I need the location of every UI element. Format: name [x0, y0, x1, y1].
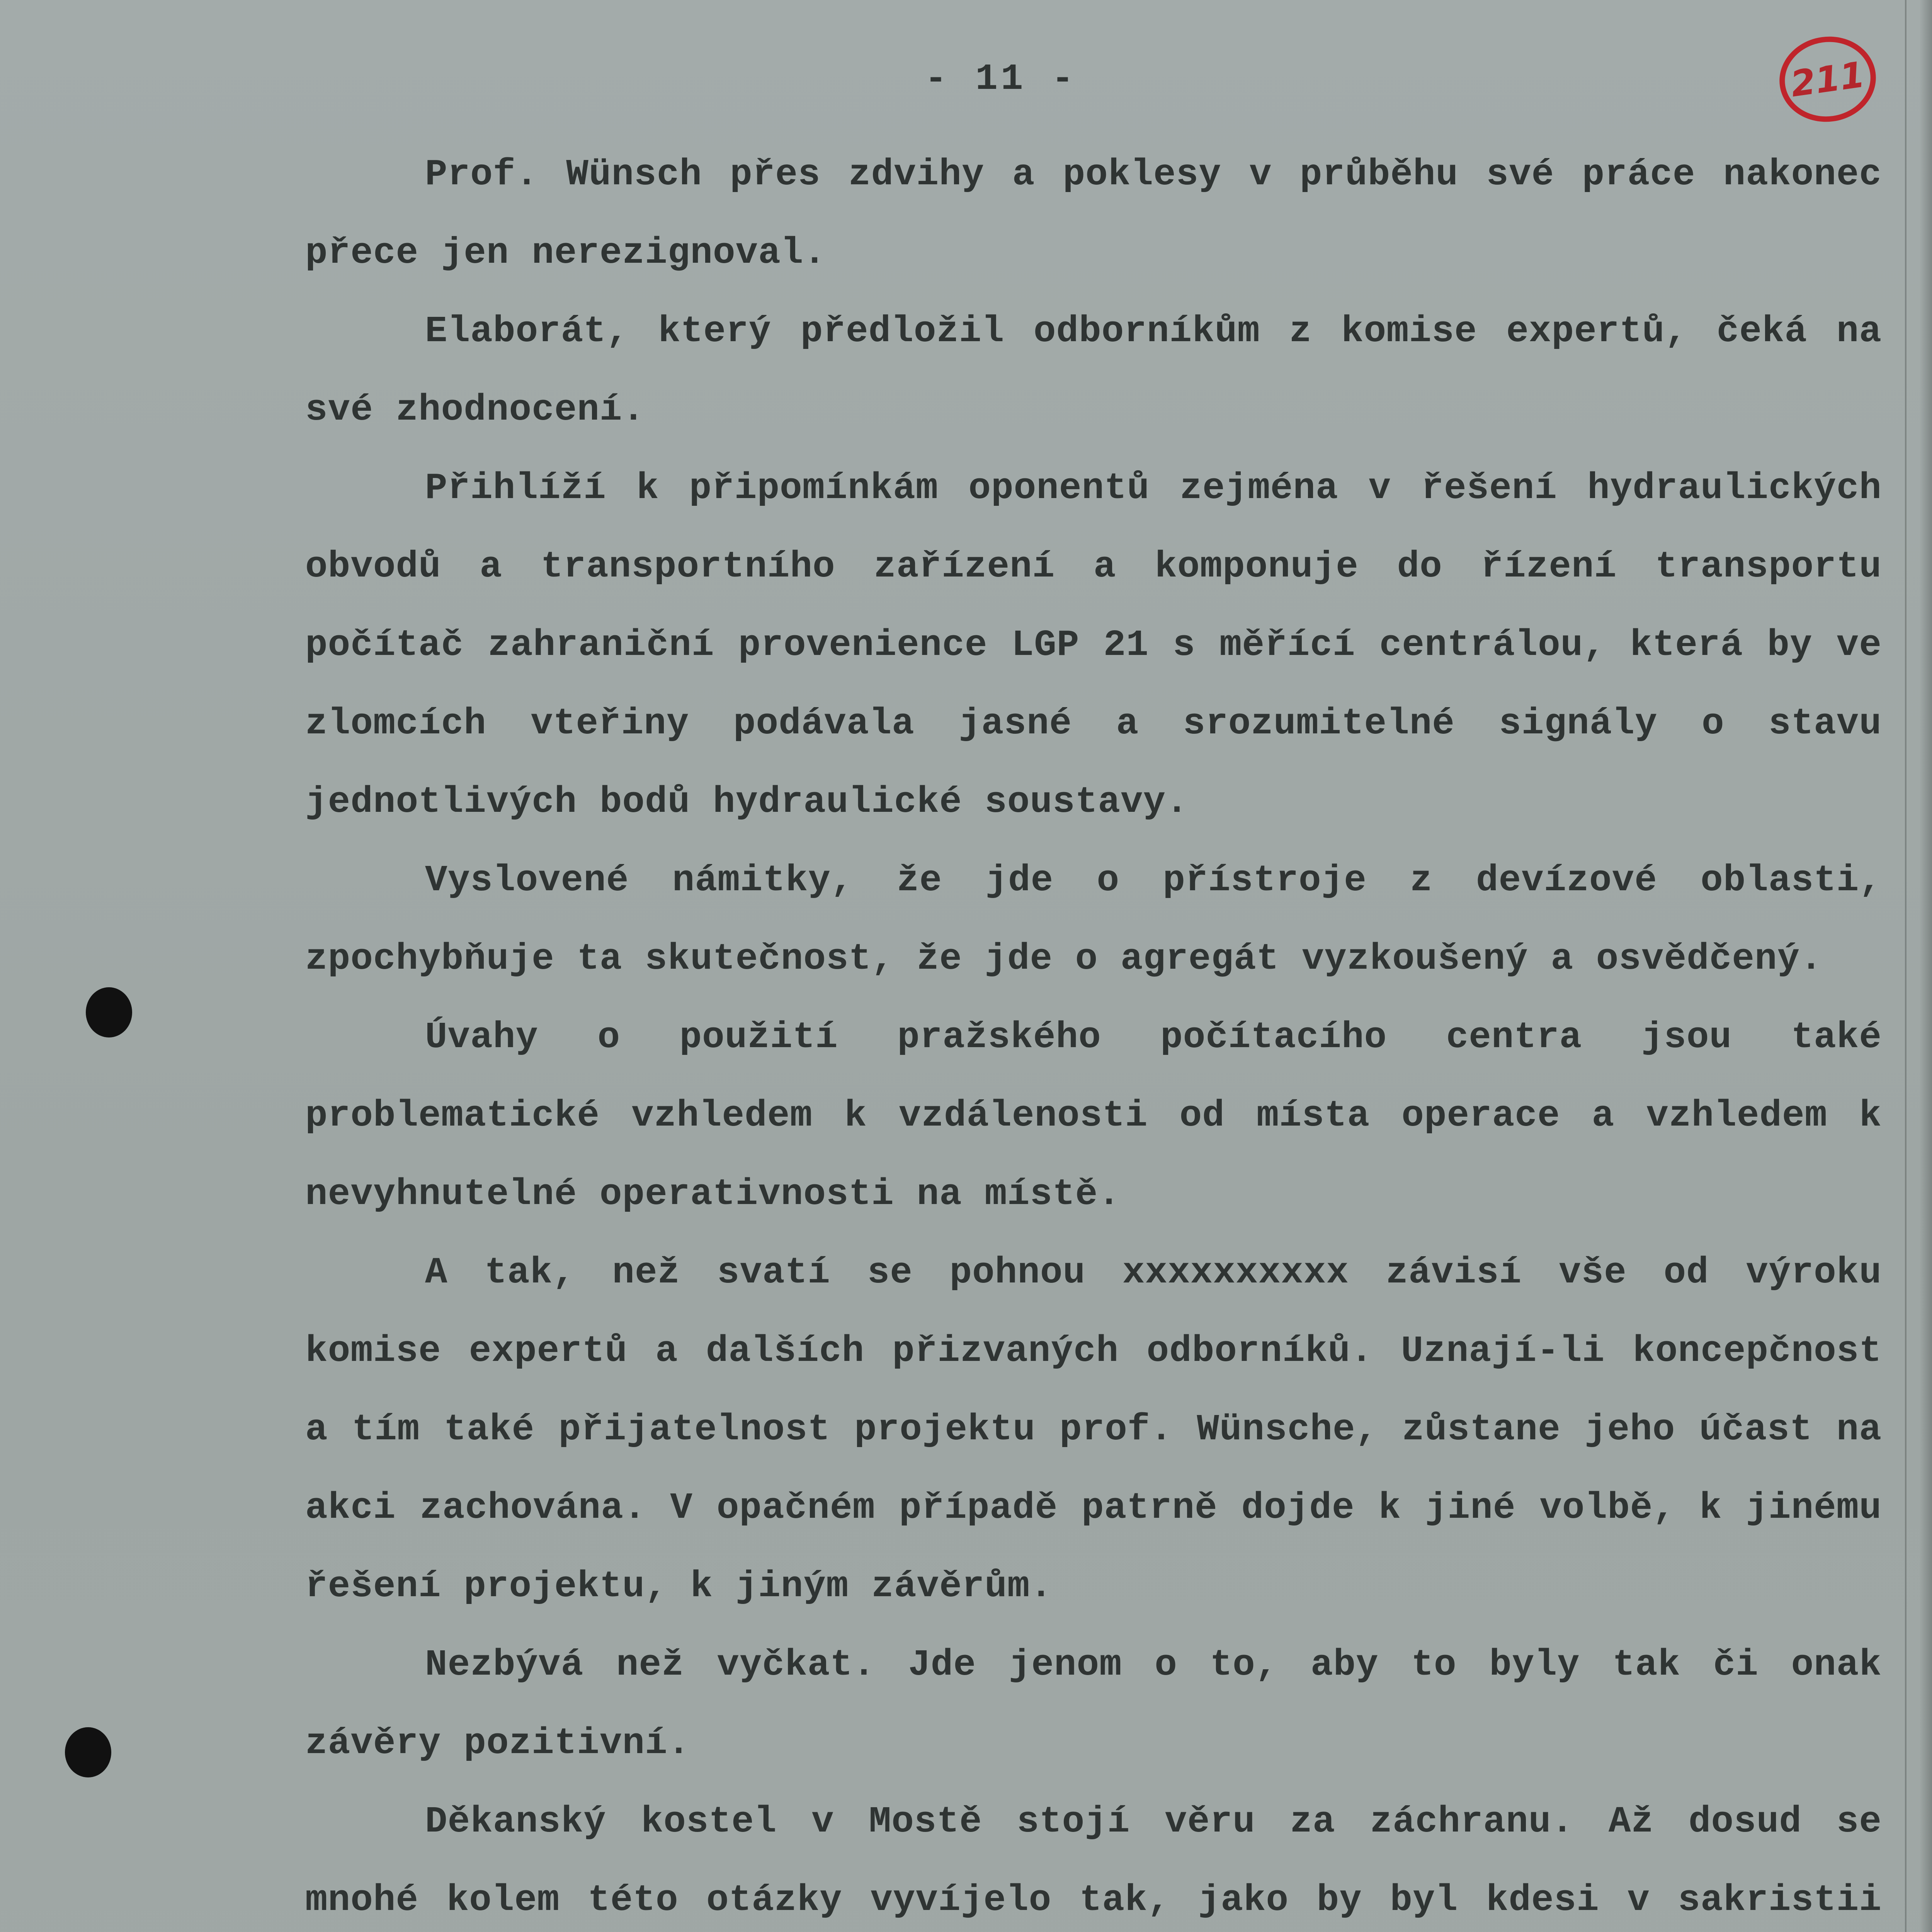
paragraph: Vyslovené námitky, že jde o přístroje z devízové oblasti, zpochybňuje ta skutečnost, že jde o agregát vyzkoušený a osvědčený.: [305, 859, 1882, 980]
paragraph: Úvahy o použití pražského počítacího centra jsou také problematické vzhledem k vzdálenosti od místa operace a vzhledem k nevyhnutelné operativnosti na místě.: [305, 1016, 1882, 1215]
page-edge-shadow: [1920, 0, 1932, 1932]
paragraph: A tak, než svatí se pohnou xxxxxxxxxx závisí vše od výroku komise expertů a dalších přizvaných odborníků. Uznají-li koncepčnost a tím také přijatelnost projektu prof. Wünsche, zůstane jeho účast na akci zachována. V opačném případě patrně dojde k jiné volbě, k jinému řešení projektu, k jiným závěrům.: [305, 1252, 1882, 1607]
punch-hole: [65, 1727, 111, 1777]
page-number: - 11 -: [925, 58, 1077, 100]
page-fold-line: [1905, 0, 1906, 1932]
document-body: [305, 135, 1882, 1932]
paragraph: Elaborát, který předložil odborníkům z komise expertů, čeká na své zhodnocení.: [305, 310, 1882, 431]
paragraph: Přihlíží k připomínkám oponentů zejména v řešení hydraulických obvodů a transportního zařízení a komponuje do řízení transportu počítač zahraniční provenience LGP 21 s měřící centrálou, která by ve zlomcích vteřiny podávala jasné a srozumitelné signály o stavu jednotlivých bodů hydraulické soustavy.: [305, 467, 1882, 823]
archive-stamp: 211: [1774, 31, 1881, 128]
paragraph: Prof. Wünsch přes zdvihy a poklesy v průběhu své práce nakonec přece jen nerezignoval.: [305, 153, 1882, 274]
paragraph: Nezbývá než vyčkat. Jde jenom o to, aby to byly tak či onak závěry pozitivní.: [305, 1644, 1882, 1764]
paragraph: Děkanský kostel v Mostě stojí věru za záchranu. Až dosud se mnohé kolem této otázky vyvíjelo tak, jako by byl kdesi v sakristii: [305, 1801, 1882, 1921]
punch-hole: [86, 987, 132, 1037]
